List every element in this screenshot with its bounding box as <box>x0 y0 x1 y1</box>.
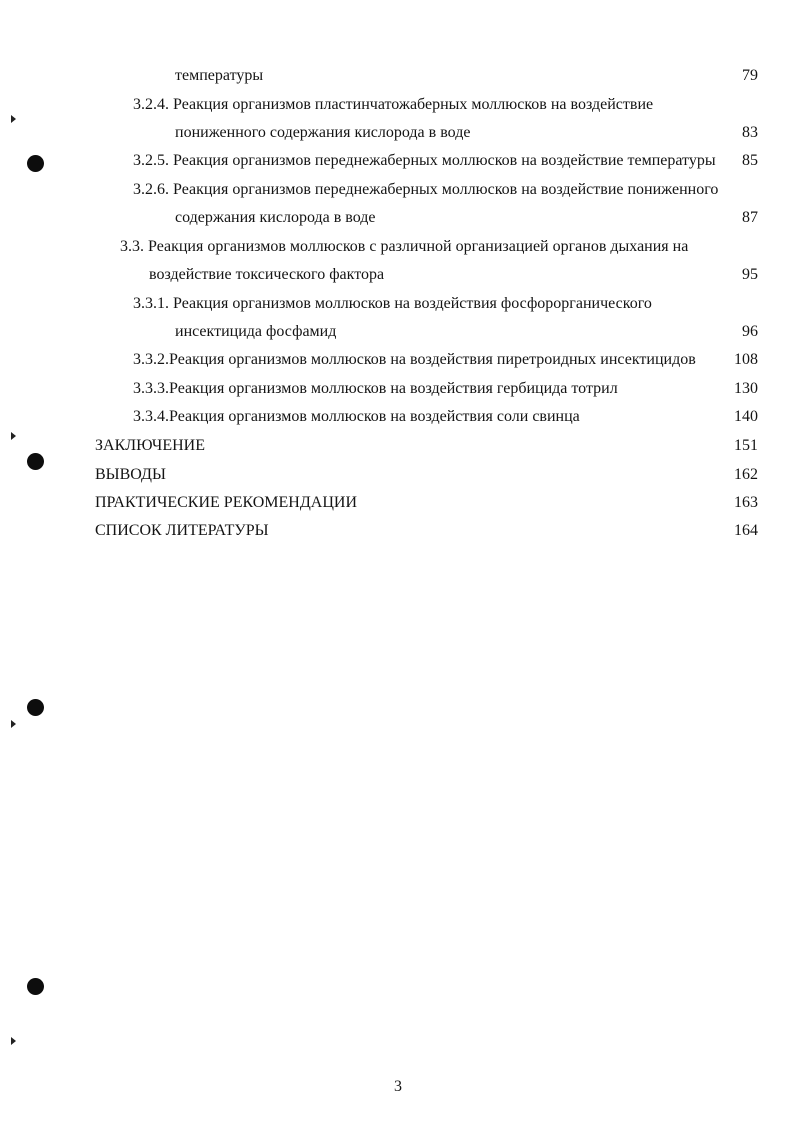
toc-line: 3.2.4. Реакция организмов пластинчатожаберных моллюсков на воздействие <box>133 96 654 113</box>
toc-page-number: 96 <box>742 323 758 340</box>
page-number: 3 <box>394 1078 402 1095</box>
toc-page-number: 79 <box>742 67 758 84</box>
toc-page-number: 140 <box>734 408 758 425</box>
toc-line: 3.2.6. Реакция организмов переднежаберных моллюсков на воздействие пониженного <box>133 181 719 198</box>
margin-tick-4 <box>11 1037 16 1045</box>
toc-page-number: 95 <box>742 266 758 283</box>
toc-line: 3.2.5. Реакция организмов переднежаберных моллюсков на воздействие температуры <box>133 152 716 169</box>
toc-line: 3.3.4.Реакция организмов моллюсков на воздействия соли свинца <box>133 408 580 425</box>
toc-line: СПИСОК ЛИТЕРАТУРЫ <box>95 522 269 539</box>
toc-line: ВЫВОДЫ <box>95 466 166 483</box>
toc-line: пониженного содержания кислорода в воде <box>175 124 471 141</box>
toc-page-number: 83 <box>742 124 758 141</box>
toc-line: содержания кислорода в воде <box>175 209 376 226</box>
binder-hole-1 <box>27 155 44 172</box>
toc-page-number: 130 <box>734 380 758 397</box>
toc-line: 3.3.2.Реакция организмов моллюсков на воздействия пиретроидных инсектицидов <box>133 351 696 368</box>
toc-page-number: 162 <box>734 466 758 483</box>
toc-page-number: 163 <box>734 494 758 511</box>
toc-line: инсектицида фосфамид <box>175 323 337 340</box>
toc-page-number: 164 <box>734 522 758 539</box>
binder-hole-2 <box>27 453 44 470</box>
toc-line: ПРАКТИЧЕСКИЕ РЕКОМЕНДАЦИИ <box>95 494 357 511</box>
toc-page-number: 108 <box>734 351 758 368</box>
toc-line: 3.3.3.Реакция организмов моллюсков на воздействия гербицида тотрил <box>133 380 618 397</box>
toc-line: воздействие токсического фактора <box>149 266 385 283</box>
binder-hole-3 <box>27 699 44 716</box>
toc-line: температуры <box>175 67 264 84</box>
toc-line: 3.3.1. Реакция организмов моллюсков на воздействия фосфорорганического <box>133 295 652 312</box>
margin-tick-1 <box>11 115 16 123</box>
binder-hole-4 <box>27 978 44 995</box>
margin-tick-3 <box>11 720 16 728</box>
toc-line: 3.3. Реакция организмов моллюсков с различной организацией органов дыхания на <box>120 238 689 255</box>
toc-page-number: 151 <box>734 437 758 454</box>
toc-page-number: 87 <box>742 209 758 226</box>
margin-tick-2 <box>11 432 16 440</box>
toc-page-number: 85 <box>742 152 758 169</box>
toc-line: ЗАКЛЮЧЕНИЕ <box>95 437 205 454</box>
